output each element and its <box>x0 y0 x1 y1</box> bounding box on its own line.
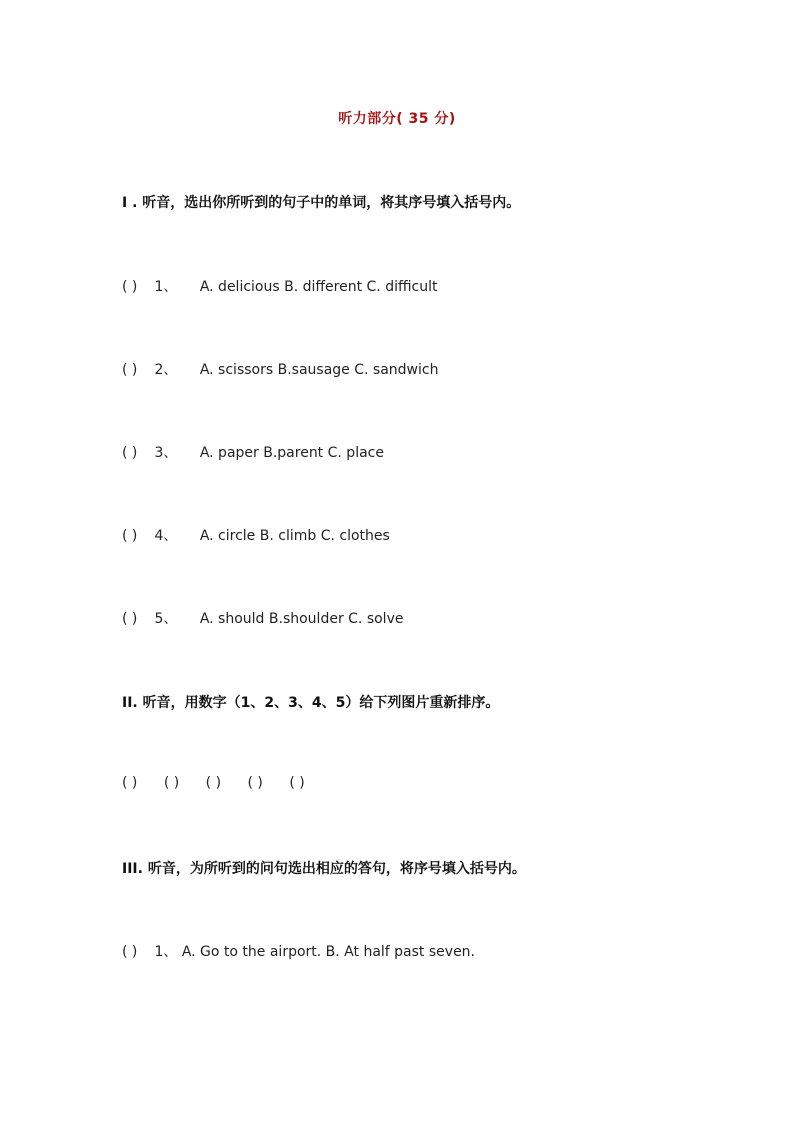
list-item <box>122 941 475 961</box>
list-item <box>122 608 403 628</box>
list-item <box>122 442 384 462</box>
answer-bracket[interactable]: ( ) <box>122 775 138 791</box>
section-1-heading: I . 听音，选出你所听到的句子中的单词，将其序号填入括号内。 <box>122 195 521 211</box>
answer-bracket[interactable]: ( ) <box>122 611 138 627</box>
answer-bracket[interactable]: ( ) <box>163 775 180 791</box>
answer-bracket[interactable]: ( ) <box>122 445 138 461</box>
item-number: 1、 <box>154 279 178 295</box>
answer-bracket[interactable]: ( ) <box>122 279 138 295</box>
section-3-heading: III. 听音，为所听到的问句选出相应的答句，将序号填入括号内。 <box>122 861 526 877</box>
item-options: A. should B.shoulder C. solve <box>199 611 404 627</box>
item-options: A. paper B.parent C. place <box>199 445 384 461</box>
answer-bracket[interactable]: ( ) <box>247 775 263 791</box>
item-options: A. circle B. climb C. clothes <box>199 528 390 544</box>
list-item <box>122 359 438 379</box>
item-number: 3、 <box>154 445 178 461</box>
answer-bracket[interactable]: ( ) <box>122 944 138 960</box>
answer-bracket[interactable]: ( ) <box>122 528 138 544</box>
list-item <box>122 276 437 296</box>
ordering-blanks <box>122 775 327 791</box>
item-number: 4、 <box>154 528 178 544</box>
page-title: 听力部分( 35 分) <box>338 111 456 127</box>
answer-bracket[interactable]: ( ) <box>122 362 138 378</box>
item-options: A. Go to the airport. B. At half past seven. <box>181 944 476 960</box>
item-number: 2、 <box>154 362 178 378</box>
item-options: A. delicious B. different C. difficult <box>199 279 438 295</box>
item-number: 5、 <box>154 611 178 627</box>
answer-bracket[interactable]: ( ) <box>205 775 222 791</box>
section-2-heading: II. 听音，用数字（1、2、3、4、5）给下列图片重新排序。 <box>122 695 500 711</box>
answer-bracket[interactable]: ( ) <box>289 775 305 791</box>
item-options: A. scissors B.sausage C. sandwich <box>199 362 439 378</box>
item-number: 1、 <box>154 944 178 960</box>
list-item <box>122 525 390 545</box>
